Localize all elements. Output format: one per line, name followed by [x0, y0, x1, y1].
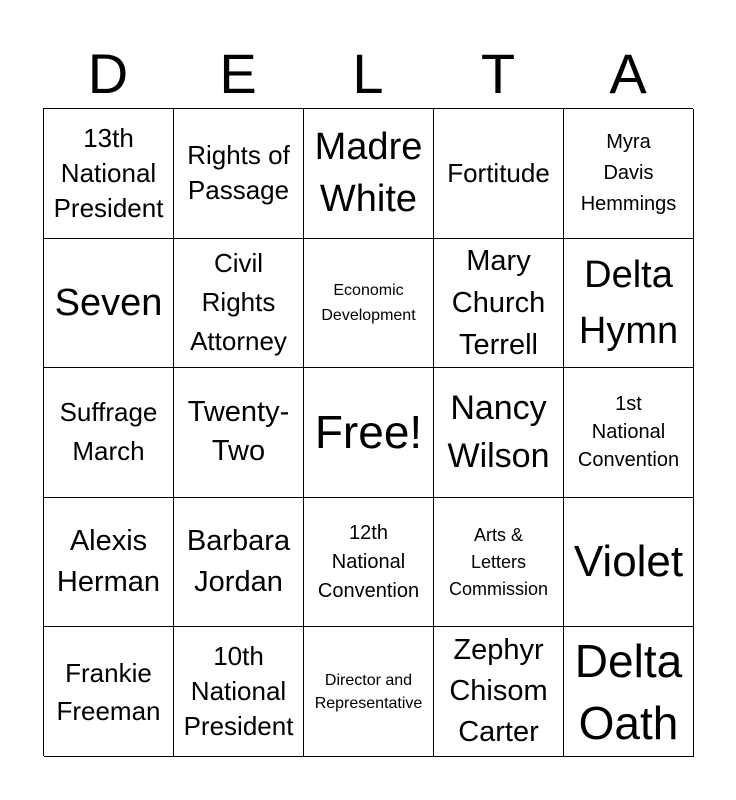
- cell-label: Delta Oath: [574, 634, 683, 749]
- free-space-cell[interactable]: [304, 368, 434, 498]
- bingo-cell[interactable]: [44, 627, 174, 757]
- bingo-grid: [43, 108, 693, 756]
- cell-label: Mary Church Terrell: [451, 244, 546, 361]
- cell-label: Suffrage March: [59, 397, 158, 467]
- cell-label: Violet: [573, 537, 684, 587]
- bingo-cell[interactable]: [434, 239, 564, 369]
- cell-label: Nancy Wilson: [447, 389, 550, 476]
- bingo-cell[interactable]: [434, 627, 564, 757]
- header-letter-t: T: [480, 42, 516, 105]
- bingo-cell[interactable]: [44, 368, 174, 498]
- cell-label: Seven: [54, 281, 163, 324]
- cell-label: Alexis Herman: [56, 525, 161, 599]
- cell-label: Delta Hymn: [578, 253, 679, 352]
- bingo-cell[interactable]: [564, 368, 694, 498]
- bingo-cell[interactable]: [174, 368, 304, 498]
- bingo-cell[interactable]: [44, 498, 174, 628]
- cell-label: Rights of Passage: [187, 140, 290, 206]
- cell-label: Arts & Letters Commission: [448, 524, 549, 599]
- bingo-cell[interactable]: [44, 239, 174, 369]
- cell-label: Barbara Jordan: [186, 525, 291, 599]
- bingo-cell[interactable]: [304, 109, 434, 239]
- bingo-cell[interactable]: [44, 109, 174, 239]
- bingo-cell[interactable]: [564, 239, 694, 369]
- free-space-label: Free!: [314, 406, 423, 459]
- bingo-cell[interactable]: [304, 627, 434, 757]
- bingo-cell[interactable]: [434, 109, 564, 239]
- cell-label: Twenty- Two: [187, 396, 290, 468]
- header-letter-a: A: [609, 42, 647, 105]
- bingo-cell[interactable]: [174, 627, 304, 757]
- cell-label: 1st National Convention: [577, 393, 680, 472]
- bingo-cell[interactable]: [564, 627, 694, 757]
- bingo-cell[interactable]: [304, 239, 434, 369]
- cell-label: 13th National President: [53, 122, 164, 223]
- cell-label: Fortitude: [447, 157, 550, 188]
- cell-label: Economic Development: [321, 281, 416, 324]
- bingo-cell[interactable]: [564, 109, 694, 239]
- bingo-cell[interactable]: [174, 498, 304, 628]
- cell-label: Director and Representative: [314, 671, 423, 712]
- cell-label: Myra Davis Hemmings: [580, 130, 677, 215]
- cell-label: Zephyr Chisom Carter: [449, 634, 548, 749]
- header-letter-e: E: [219, 42, 257, 105]
- bingo-cell[interactable]: [564, 498, 694, 628]
- cell-label: Civil Rights Attorney: [190, 248, 287, 357]
- cell-label: 10th National President: [183, 641, 294, 742]
- bingo-cell[interactable]: [434, 498, 564, 628]
- bingo-cell[interactable]: [174, 109, 304, 239]
- header-letter-d: D: [87, 42, 129, 105]
- bingo-cell[interactable]: [434, 368, 564, 498]
- bingo-cell[interactable]: [174, 239, 304, 369]
- bingo-header: [43, 40, 693, 108]
- cell-label: 12th National Convention: [317, 521, 420, 602]
- bingo-cell[interactable]: [304, 498, 434, 628]
- header-letter-l: L: [352, 42, 384, 105]
- cell-label: Madre White: [314, 126, 423, 221]
- cell-label: Frankie Freeman: [56, 657, 161, 726]
